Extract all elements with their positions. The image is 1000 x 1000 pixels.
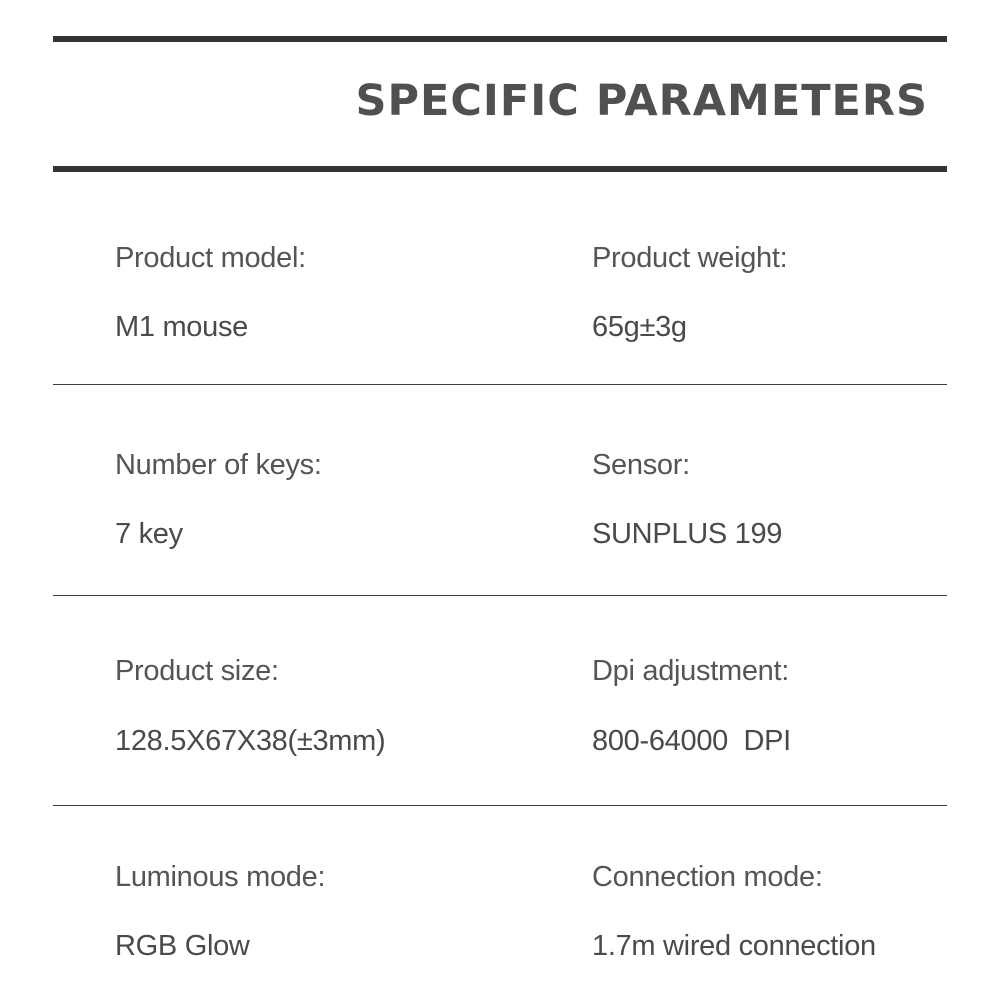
luminous-mode-label: Luminous mode: xyxy=(115,861,326,893)
dpi-adjustment-value: 800-64000 DPI xyxy=(592,725,791,757)
product-size-label: Product size: xyxy=(115,655,279,687)
row-divider xyxy=(53,805,947,806)
number-of-keys-value: 7 key xyxy=(115,518,183,550)
row-divider xyxy=(53,384,947,385)
connection-mode-label: Connection mode: xyxy=(592,861,823,893)
product-model-value: M1 mouse xyxy=(115,311,248,343)
row-divider xyxy=(53,595,947,596)
number-of-keys-label: Number of keys: xyxy=(115,449,322,481)
connection-mode-value: 1.7m wired connection xyxy=(592,930,876,962)
header-bottom-rule xyxy=(53,166,947,172)
dpi-adjustment-label: Dpi adjustment: xyxy=(592,655,789,687)
luminous-mode-value: RGB Glow xyxy=(115,930,250,962)
sensor-value: SUNPLUS 199 xyxy=(592,518,783,550)
product-size-value: 128.5X67X38(±3mm) xyxy=(115,725,386,757)
sensor-label: Sensor: xyxy=(592,449,690,481)
product-weight-value: 65g±3g xyxy=(592,311,687,343)
header-top-rule xyxy=(53,36,947,42)
product-model-label: Product model: xyxy=(115,242,306,274)
page-title: SPECIFIC PARAMETERS xyxy=(355,76,928,126)
product-weight-label: Product weight: xyxy=(592,242,788,274)
